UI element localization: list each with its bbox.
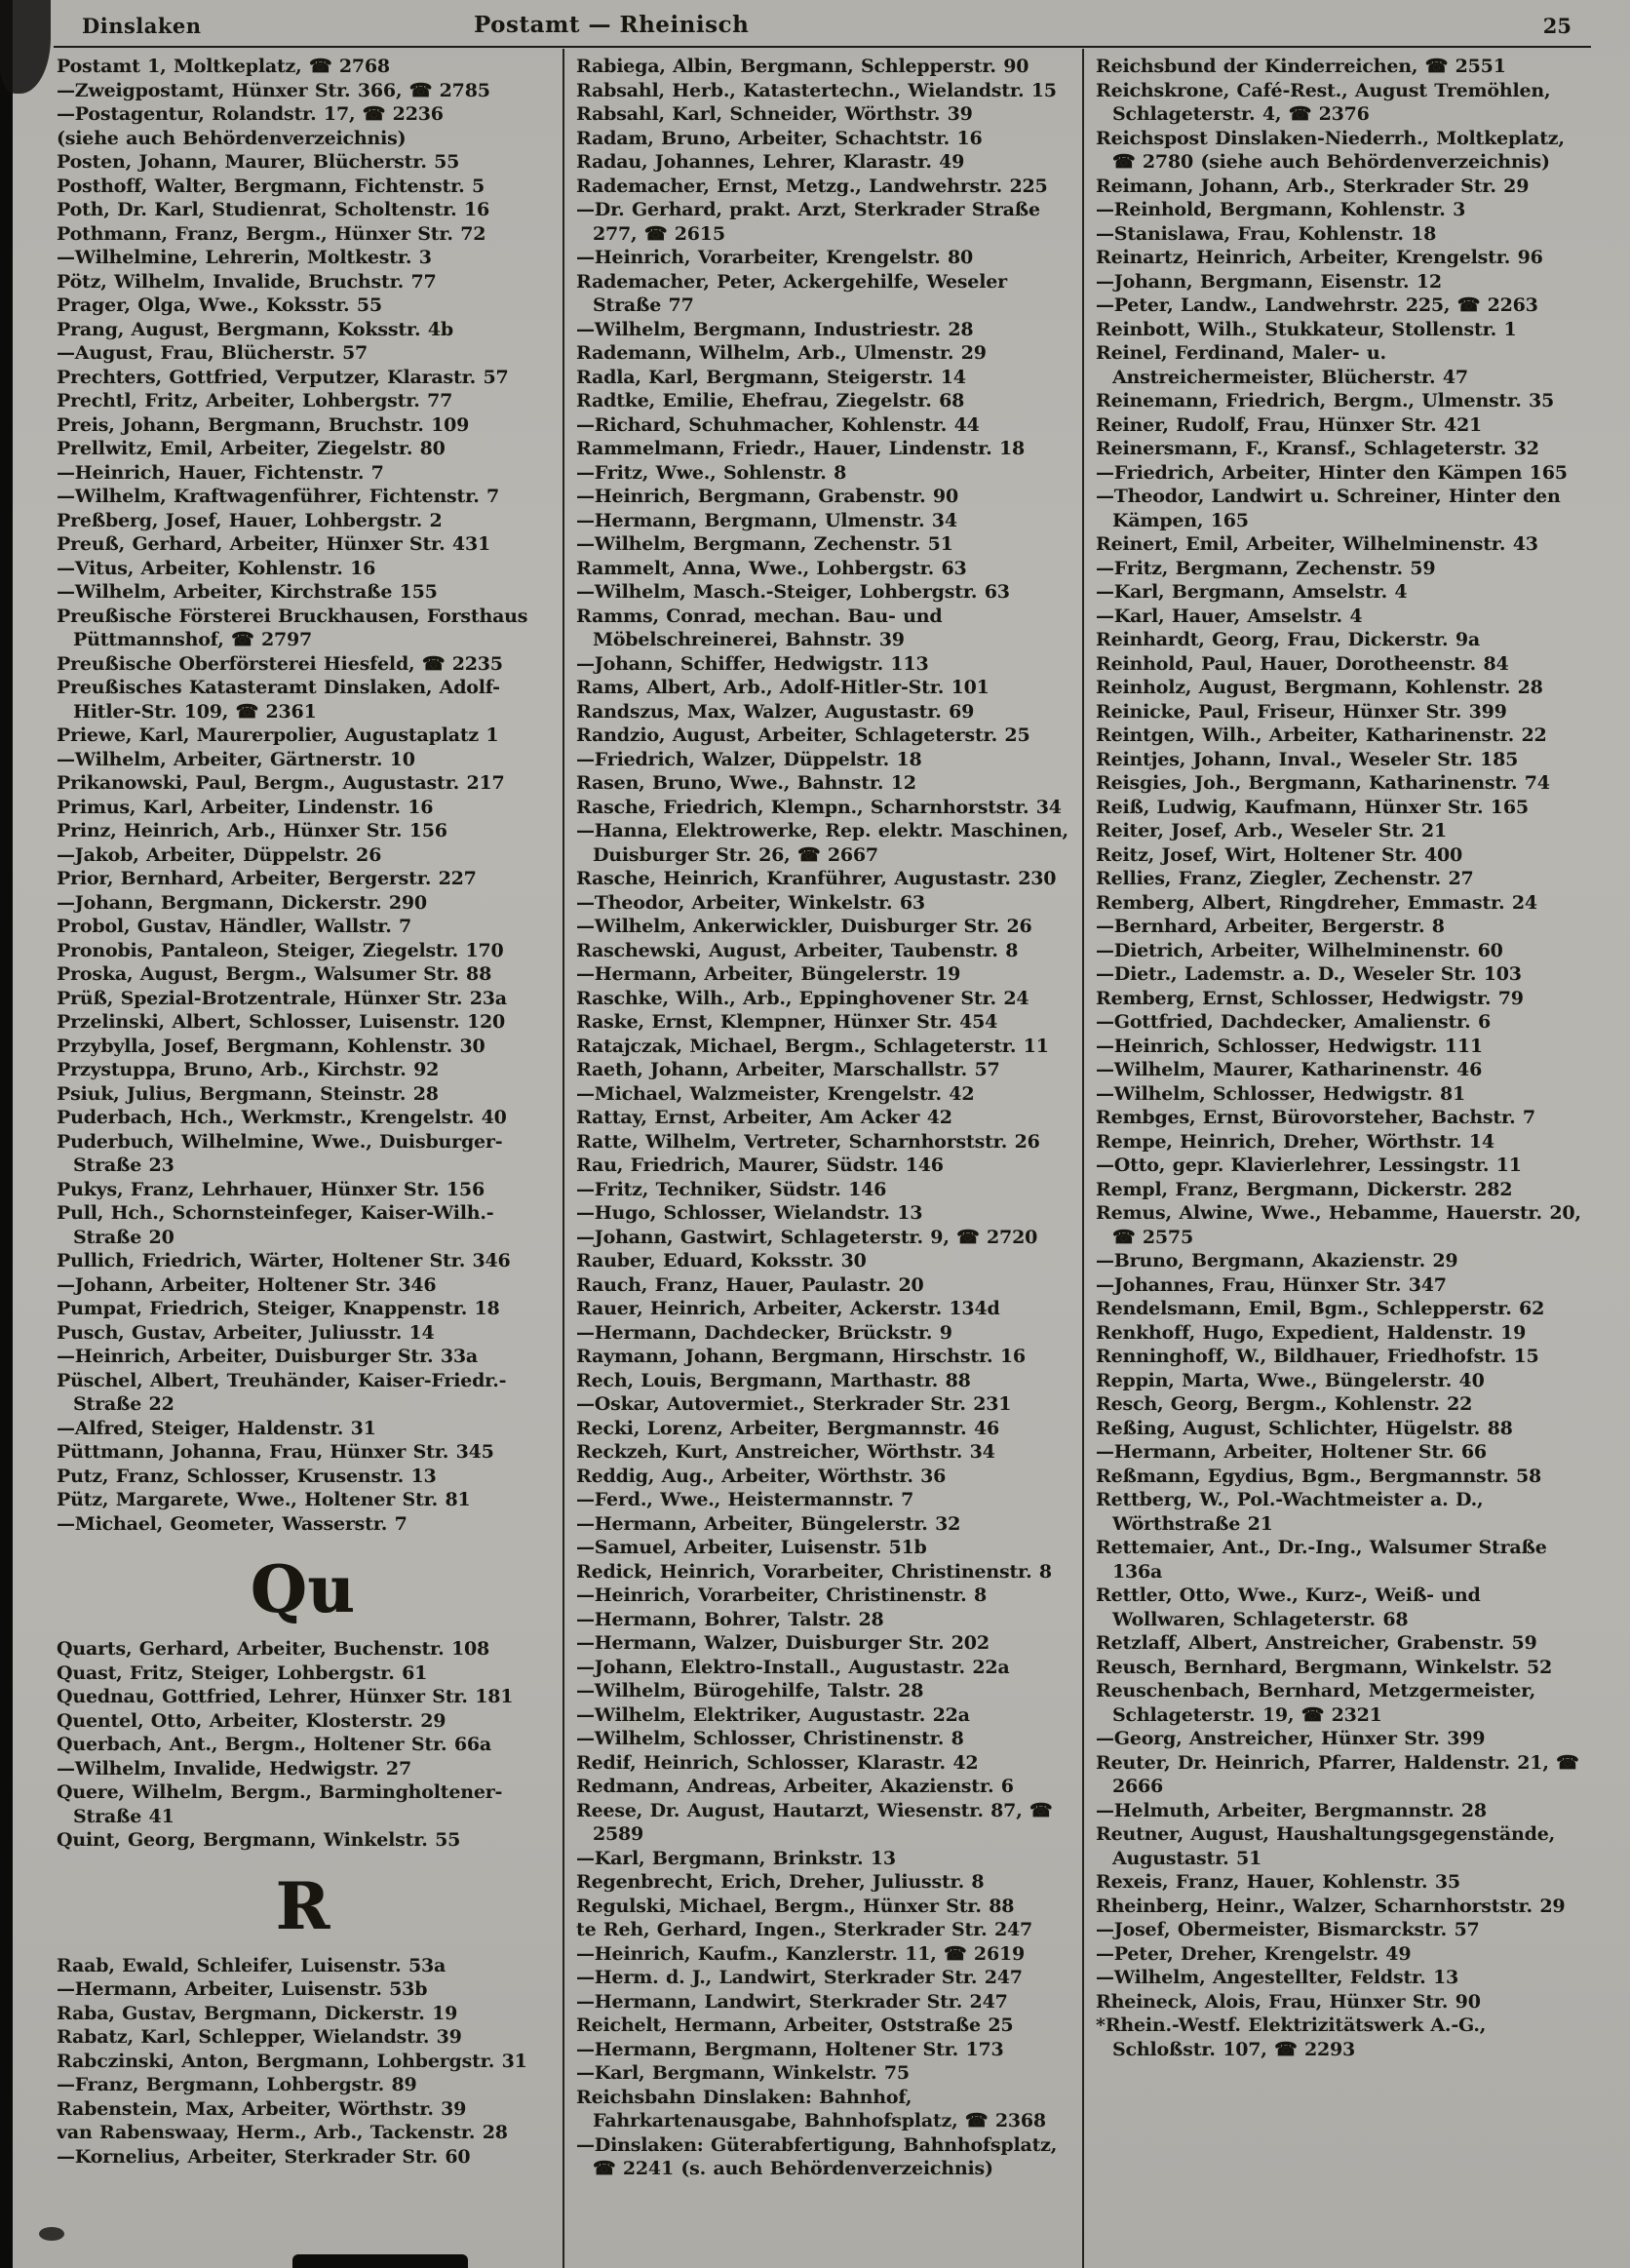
directory-entry: —Johann, Schiffer, Hedwigstr. 113 <box>576 652 929 675</box>
directory-entry: Püschel, Albert, Treuhänder, Kaiser-Friedr.-Straße 22 <box>57 1369 507 1415</box>
directory-column-2 <box>576 55 1068 2260</box>
directory-entry: Reppin, Marta, Wwe., Büngelerstr. 40 <box>1096 1369 1485 1391</box>
directory-entry: —Hugo, Schlosser, Wielandstr. 13 <box>576 1202 923 1224</box>
directory-entry: —Michael, Geometer, Wasserstr. 7 <box>57 1512 408 1535</box>
directory-entry: —Oskar, Autovermiet., Sterkrader Str. 231 <box>576 1393 1012 1415</box>
directory-entry: te Reh, Gerhard, Ingen., Sterkrader Str. 247 <box>576 1919 1033 1940</box>
directory-entry: Ratte, Wilhelm, Vertreter, Scharnhorststr. 26 <box>576 1130 1040 1153</box>
directory-entry: —Richard, Schuhmacher, Kohlenstr. 44 <box>576 413 980 436</box>
directory-entry: Randzio, August, Arbeiter, Schlageterstr. 25 <box>576 724 1030 746</box>
directory-entry: —Johann, Bergmann, Dickerstr. 290 <box>57 891 427 914</box>
directory-entry: Posthoff, Walter, Bergmann, Fichtenstr. 5 <box>57 175 485 197</box>
directory-entry: Rasche, Heinrich, Kranführer, Augustastr. 230 <box>576 868 1057 889</box>
directory-entry: —Karl, Bergmann, Amselstr. 4 <box>1096 581 1408 603</box>
directory-entry: —Hermann, Arbeiter, Holtener Str. 66 <box>1096 1441 1487 1463</box>
directory-entry: —Theodor, Landwirt u. Schreiner, Hinter den Kämpen, 165 <box>1096 486 1561 531</box>
directory-entry: —Kornelius, Arbeiter, Sterkrader Str. 60 <box>57 2145 471 2168</box>
directory-entry: —Johann, Bergmann, Eisenstr. 12 <box>1096 270 1442 293</box>
directory-entry: —Hermann, Dachdecker, Brückstr. 9 <box>576 1321 952 1344</box>
directory-entry: Rasche, Friedrich, Klempn., Scharnhorststr. 34 <box>576 796 1062 818</box>
directory-entry: Reimann, Johann, Arb., Sterkrader Str. 29 <box>1096 175 1530 197</box>
directory-entry: —Jakob, Arbeiter, Düppelstr. 26 <box>57 843 382 866</box>
directory-entry: —Vitus, Arbeiter, Kohlenstr. 16 <box>57 557 376 579</box>
directory-entry: —Hermann, Bohrer, Talstr. 28 <box>576 1608 884 1630</box>
directory-entry: Reusch, Bernhard, Bergmann, Winkelstr. 52 <box>1096 1656 1553 1678</box>
directory-entry: —Wilhelm, Schlosser, Hedwigstr. 81 <box>1096 1082 1466 1105</box>
directory-entry: —Wilhelm, Schlosser, Christinenstr. 8 <box>576 1728 964 1749</box>
directory-entry: Rendelsmann, Emil, Bgm., Schlepperstr. 62 <box>1096 1298 1545 1319</box>
directory-entry: Renkhoff, Hugo, Expedient, Haldenstr. 19 <box>1096 1321 1527 1344</box>
directory-entry: —Gottfried, Dachdecker, Amalienstr. 6 <box>1096 1011 1491 1033</box>
directory-entry: Remberg, Ernst, Schlosser, Hedwigstr. 79 <box>1096 987 1524 1009</box>
directory-entry: Radau, Johannes, Lehrer, Klarastr. 49 <box>576 151 965 173</box>
directory-entry: Reichskrone, Café-Rest., August Tremöhlen, Schlageterstr. 4, ☎ 2376 <box>1096 79 1551 125</box>
directory-entry: Reiter, Josef, Arb., Weseler Str. 21 <box>1096 820 1447 841</box>
directory-entry: —Fritz, Bergmann, Zechenstr. 59 <box>1096 557 1436 579</box>
directory-entry: Querbach, Ant., Bergm., Holtener Str. 66a <box>57 1734 492 1755</box>
directory-entry: —Ferd., Wwe., Heistermannstr. 7 <box>576 1489 914 1510</box>
directory-entry: Prellwitz, Emil, Arbeiter, Ziegelstr. 80 <box>57 438 446 459</box>
directory-entry: Pull, Hch., Schornsteinfeger, Kaiser-Wilh.-Straße 20 <box>57 1202 494 1248</box>
directory-entry: —Dietrich, Arbeiter, Wilhelminenstr. 60 <box>1096 939 1503 961</box>
directory-entry: Rabsahl, Herb., Katastertechn., Wielandstr. 15 <box>576 79 1057 101</box>
directory-entry: —Wilhelm, Bergmann, Industriestr. 28 <box>576 318 974 340</box>
directory-entry: Reuschenbach, Bernhard, Metzgermeister, Schlageterstr. 19, ☎ 2321 <box>1096 1680 1535 1726</box>
directory-entry: Puderbuch, Wilhelmine, Wwe., Duisburger-Straße 23 <box>57 1130 503 1176</box>
directory-entry: —Hermann, Arbeiter, Büngelerstr. 32 <box>576 1512 961 1535</box>
directory-entry: Rau, Friedrich, Maurer, Südstr. 146 <box>576 1154 944 1176</box>
directory-entry: —Hermann, Bergmann, Ulmenstr. 34 <box>576 509 957 531</box>
directory-entry: —Hanna, Elektrowerke, Rep. elektr. Maschinen, Duisburger Str. 26, ☎ 2667 <box>576 820 1068 866</box>
directory-entry: Rauch, Franz, Hauer, Paulastr. 20 <box>576 1273 924 1296</box>
directory-entry: —Reinhold, Bergmann, Kohlenstr. 3 <box>1096 199 1466 220</box>
directory-entry: Psiuk, Julius, Bergmann, Steinstr. 28 <box>57 1082 439 1105</box>
directory-entry: Puderbach, Hch., Werkmstr., Krengelstr. 40 <box>57 1107 507 1128</box>
directory-columns <box>57 55 1588 2260</box>
directory-entry: Rammelmann, Friedr., Hauer, Lindenstr. 18 <box>576 438 1026 459</box>
directory-entry: Rademacher, Ernst, Metzg., Landwehrstr. 225 <box>576 175 1048 197</box>
directory-entry: —Otto, gepr. Klavierlehrer, Lessingstr. 11 <box>1096 1154 1522 1176</box>
directory-entry: Prang, August, Bergmann, Koksstr. 4b <box>57 318 453 340</box>
directory-entry: Rabsahl, Karl, Schneider, Wörthstr. 39 <box>576 103 973 125</box>
directory-entry: —Wilhelm, Elektriker, Augustastr. 22a <box>576 1703 970 1726</box>
directory-entry: —Postagentur, Rolandstr. 17, ☎ 2236 <box>57 103 444 125</box>
directory-entry: Reinhardt, Georg, Frau, Dickerstr. 9a <box>1096 629 1480 650</box>
directory-entry: —Fritz, Techniker, Südstr. 146 <box>576 1178 887 1200</box>
directory-entry: Rettberg, W., Pol.-Wachtmeister a. D., Wörthstraße 21 <box>1096 1489 1484 1535</box>
directory-entry: —Karl, Bergmann, Brinkstr. 13 <box>576 1847 896 1869</box>
directory-entry: —Johann, Gastwirt, Schlageterstr. 9, ☎ 2720 <box>576 1226 1038 1248</box>
directory-entry: Reddig, Aug., Arbeiter, Wörthstr. 36 <box>576 1465 947 1487</box>
directory-entry: Prior, Bernhard, Arbeiter, Bergerstr. 227 <box>57 868 477 889</box>
directory-entry: —Heinrich, Hauer, Fichtenstr. 7 <box>57 461 384 484</box>
directory-entry: Prechtl, Fritz, Arbeiter, Lohbergstr. 77 <box>57 390 453 411</box>
directory-entry: —Herm. d. J., Landwirt, Sterkrader Str. 247 <box>576 1967 1023 1988</box>
directory-entry: Reckzeh, Kurt, Anstreicher, Wörthstr. 34 <box>576 1441 995 1463</box>
directory-entry: Reiß, Ludwig, Kaufmann, Hünxer Str. 165 <box>1096 796 1529 818</box>
directory-entry: —Stanislawa, Frau, Kohlenstr. 18 <box>1096 222 1437 245</box>
directory-entry: —Karl, Bergmann, Winkelstr. 75 <box>576 2062 910 2084</box>
directory-entry: —Wilhelm, Bergmann, Zechenstr. 51 <box>576 533 953 555</box>
directory-entry: Przybylla, Josef, Bergmann, Kohlenstr. 30 <box>57 1035 485 1057</box>
directory-entry: Reinhold, Paul, Hauer, Dorotheenstr. 84 <box>1096 652 1509 675</box>
directory-entry: Preßberg, Josef, Hauer, Lohbergstr. 2 <box>57 509 443 531</box>
header-rule <box>54 46 1591 48</box>
directory-entry: Raeth, Johann, Arbeiter, Marschallstr. 57 <box>576 1059 1000 1080</box>
directory-entry: *Rhein.-Westf. Elektrizitätswerk A.-G., Schloßstr. 107, ☎ 2293 <box>1096 2014 1487 2060</box>
directory-entry: (siehe auch Behördenverzeichnis) <box>57 127 407 149</box>
directory-entry: Renninghoff, W., Bildhauer, Friedhofstr. 15 <box>1096 1346 1539 1367</box>
directory-entry: —Fritz, Wwe., Sohlenstr. 8 <box>576 461 847 484</box>
directory-entry: Rempl, Franz, Bergmann, Dickerstr. 282 <box>1096 1178 1513 1200</box>
directory-entry: —Friedrich, Arbeiter, Hinter den Kämpen 165 <box>1096 461 1568 484</box>
directory-entry: Rauer, Heinrich, Arbeiter, Ackerstr. 134d <box>576 1298 1000 1319</box>
directory-entry: Rellies, Franz, Ziegler, Zechenstr. 27 <box>1096 868 1474 889</box>
directory-entry: Reitz, Josef, Wirt, Holtener Str. 400 <box>1096 843 1463 866</box>
directory-entry: Rech, Louis, Bergmann, Marthastr. 88 <box>576 1369 971 1391</box>
directory-entry: Redick, Heinrich, Vorarbeiter, Christinenstr. 8 <box>576 1560 1052 1583</box>
directory-entry: Rexeis, Franz, Hauer, Kohlenstr. 35 <box>1096 1871 1460 1893</box>
section-heading: R <box>275 1867 330 1944</box>
directory-entry: Quint, Georg, Bergmann, Winkelstr. 55 <box>57 1829 461 1851</box>
directory-entry: —Heinrich, Bergmann, Grabenstr. 90 <box>576 486 958 507</box>
scan-corner-artifact <box>0 0 51 94</box>
directory-entry: Remus, Alwine, Wwe., Hebamme, Hauerstr. 20, ☎ 2575 <box>1096 1202 1581 1248</box>
directory-entry: Radtke, Emilie, Ehefrau, Ziegelstr. 68 <box>576 390 965 411</box>
directory-entry: Raske, Ernst, Klempner, Hünxer Str. 454 <box>576 1011 998 1033</box>
directory-entry: Preußische Oberförsterei Hiesfeld, ☎ 2235 <box>57 652 503 675</box>
directory-entry: —Peter, Dreher, Krengelstr. 49 <box>1096 1942 1412 1965</box>
directory-entry: —Wilhelm, Angestellter, Feldstr. 13 <box>1096 1967 1458 1988</box>
directory-entry: Radam, Bruno, Arbeiter, Schachtstr. 16 <box>576 127 983 149</box>
directory-entry: Reinicke, Paul, Friseur, Hünxer Str. 399 <box>1096 700 1507 723</box>
directory-entry: Rheinberg, Heinr., Walzer, Scharnhorststr. 29 <box>1096 1895 1566 1917</box>
directory-entry: Przystuppa, Bruno, Arb., Kirchstr. 92 <box>57 1059 440 1080</box>
directory-entry: Probol, Gustav, Händler, Wallstr. 7 <box>57 916 412 937</box>
directory-entry: Reese, Dr. August, Hautarzt, Wiesenstr. 87, ☎ 2589 <box>576 1799 1053 1845</box>
directory-entry: —Bruno, Bergmann, Akazienstr. 29 <box>1096 1250 1458 1271</box>
directory-entry: Pumpat, Friedrich, Steiger, Knappenstr. 18 <box>57 1298 500 1319</box>
directory-entry: Preis, Johann, Bergmann, Bruchstr. 109 <box>57 413 470 436</box>
directory-entry: Rettemaier, Ant., Dr.-Ing., Walsumer Straße 136a <box>1096 1537 1547 1583</box>
page-header <box>57 14 1589 43</box>
directory-entry: Quarts, Gerhard, Arbeiter, Buchenstr. 108 <box>57 1638 490 1660</box>
directory-entry: Pusch, Gustav, Arbeiter, Juliusstr. 14 <box>57 1321 435 1344</box>
directory-entry: —August, Frau, Blücherstr. 57 <box>57 342 369 364</box>
scan-edge-artifact <box>0 0 13 2268</box>
directory-entry: Prechters, Gottfried, Verputzer, Klarastr. 57 <box>57 366 509 388</box>
directory-entry: Pronobis, Pantaleon, Steiger, Ziegelstr. 170 <box>57 939 504 961</box>
directory-entry: Prager, Olga, Wwe., Koksstr. 55 <box>57 294 382 316</box>
directory-entry: Prüß, Spezial-Brotzentrale, Hünxer Str. 23a <box>57 987 507 1009</box>
directory-entry: Raymann, Johann, Bergmann, Hirschstr. 16 <box>576 1346 1026 1367</box>
directory-entry: Raschke, Wilh., Arb., Eppinghovener Str. 24 <box>576 987 1029 1009</box>
directory-entry: —Michael, Walzmeister, Krengelstr. 42 <box>576 1082 975 1105</box>
directory-entry: Posten, Johann, Maurer, Blücherstr. 55 <box>57 151 460 173</box>
directory-entry: —Heinrich, Vorarbeiter, Christinenstr. 8 <box>576 1584 987 1606</box>
directory-entry: Rempe, Heinrich, Dreher, Wörthstr. 14 <box>1096 1130 1494 1153</box>
directory-entry: —Wilhelmine, Lehrerin, Moltkestr. 3 <box>57 247 432 268</box>
directory-entry: —Hermann, Arbeiter, Büngelerstr. 19 <box>576 963 961 985</box>
directory-entry: Resch, Georg, Bergm., Kohlenstr. 22 <box>1096 1393 1473 1415</box>
directory-entry: Randszus, Max, Walzer, Augustastr. 69 <box>576 700 975 723</box>
directory-entry: —Bernhard, Arbeiter, Bergerstr. 8 <box>1096 916 1445 937</box>
directory-entry: Rettler, Otto, Wwe., Kurz-, Weiß- und Wollwaren, Schlageterstr. 68 <box>1096 1584 1481 1630</box>
directory-entry: Reinartz, Heinrich, Arbeiter, Krengelstr. 96 <box>1096 247 1543 268</box>
page-number: 25 <box>1542 14 1572 38</box>
directory-column-1 <box>57 55 549 2260</box>
directory-entry: —Wilhelm, Masch.-Steiger, Lohbergstr. 63 <box>576 581 1010 603</box>
directory-entry: —Heinrich, Kaufm., Kanzlerstr. 11, ☎ 2619 <box>576 1942 1026 1965</box>
directory-entry: Reichsbahn Dinslaken: Bahnhof, Fahrkartenausgabe, Bahnhofsplatz, ☎ 2368 <box>576 2086 1046 2131</box>
header-title: Postamt — Rheinisch <box>474 12 750 38</box>
directory-entry: —Wilhelm, Arbeiter, Kirchstraße 155 <box>57 581 438 603</box>
directory-entry: Preußisches Katasteramt Dinslaken, Adolf-Hitler-Str. 109, ☎ 2361 <box>57 677 500 723</box>
directory-entry: —Hermann, Walzer, Duisburger Str. 202 <box>576 1632 990 1654</box>
directory-entry: Postamt 1, Moltkeplatz, ☎ 2768 <box>57 56 390 77</box>
directory-entry: Regulski, Michael, Bergm., Hünxer Str. 88 <box>576 1895 1015 1917</box>
directory-entry: Reichsbund der Kinderreichen, ☎ 2551 <box>1096 56 1506 77</box>
directory-entry: —Friedrich, Walzer, Düppelstr. 18 <box>576 748 922 770</box>
header-place-label: Dinslaken <box>82 14 202 38</box>
directory-entry: Quentel, Otto, Arbeiter, Klosterstr. 29 <box>57 1709 446 1732</box>
directory-entry: Reintjes, Johann, Inval., Weseler Str. 185 <box>1096 748 1519 770</box>
directory-entry: —Theodor, Arbeiter, Winkelstr. 63 <box>576 891 925 914</box>
directory-entry: Reutner, August, Haushaltungsgegenstände, Augustastr. 51 <box>1096 1823 1556 1869</box>
directory-entry: Reisgies, Joh., Bergmann, Katharinenstr. 74 <box>1096 772 1550 794</box>
directory-entry: —Johann, Elektro-Install., Augustastr. 22a <box>576 1656 1010 1678</box>
directory-entry: Reinemann, Friedrich, Bergm., Ulmenstr. 35 <box>1096 390 1555 411</box>
directory-entry: Rademacher, Peter, Ackergehilfe, Weseler Straße 77 <box>576 270 1007 316</box>
directory-entry: —Wilhelm, Ankerwickler, Duisburger Str. 26 <box>576 916 1032 937</box>
directory-entry: —Wilhelm, Maurer, Katharinenstr. 46 <box>1096 1059 1483 1080</box>
directory-entry: —Dinslaken: Güterabfertigung, Bahnhofsplatz, ☎ 2241 (s. auch Behördenverzeichnis) <box>576 2133 1058 2179</box>
directory-entry: —Franz, Bergmann, Lohbergstr. 89 <box>57 2074 417 2095</box>
directory-entry: —Heinrich, Arbeiter, Duisburger Str. 33a <box>57 1346 479 1367</box>
directory-entry: Retzlaff, Albert, Anstreicher, Grabenstr. 59 <box>1096 1632 1537 1654</box>
directory-entry: Raschewski, August, Arbeiter, Taubenstr. 8 <box>576 939 1019 961</box>
directory-entry: Rattay, Ernst, Arbeiter, Am Acker 42 <box>576 1107 952 1128</box>
directory-entry: Preuß, Gerhard, Arbeiter, Hünxer Str. 431 <box>57 533 490 555</box>
directory-entry: —Peter, Landw., Landwehrstr. 225, ☎ 2263 <box>1096 294 1538 316</box>
directory-entry: —Wilhelm, Kraftwagenführer, Fichtenstr. 7 <box>57 486 500 507</box>
directory-entry: Putz, Franz, Schlosser, Krusenstr. 13 <box>57 1465 437 1487</box>
directory-entry: Radla, Karl, Bergmann, Steigerstr. 14 <box>576 366 966 388</box>
directory-entry: —Karl, Hauer, Amselstr. 4 <box>1096 605 1363 627</box>
directory-entry: Reinbott, Wilh., Stukkateur, Stollenstr. 1 <box>1096 318 1517 340</box>
directory-entry: —Hermann, Landwirt, Sterkrader Str. 247 <box>576 1990 1008 2013</box>
directory-entry: Reinert, Emil, Arbeiter, Wilhelminenstr. 43 <box>1096 533 1538 555</box>
directory-entry: Püttmann, Johanna, Frau, Hünxer Str. 345 <box>57 1441 494 1463</box>
directory-entry: Poth, Dr. Karl, Studienrat, Scholtenstr. 16 <box>57 199 490 220</box>
directory-entry: Reinersmann, F., Kransf., Schlageterstr. 32 <box>1096 438 1539 459</box>
directory-entry: —Georg, Anstreicher, Hünxer Str. 399 <box>1096 1728 1486 1749</box>
directory-entry: —Heinrich, Schlosser, Hedwigstr. 111 <box>1096 1035 1483 1057</box>
directory-entry: —Hermann, Arbeiter, Luisenstr. 53b <box>57 1978 428 2000</box>
directory-entry: Recki, Lorenz, Arbeiter, Bergmannstr. 46 <box>576 1417 999 1439</box>
directory-entry: —Dr. Gerhard, prakt. Arzt, Sterkrader Straße 277, ☎ 2615 <box>576 199 1040 245</box>
directory-entry: Rauber, Eduard, Koksstr. 30 <box>576 1250 867 1271</box>
directory-entry: —Alfred, Steiger, Haldenstr. 31 <box>57 1417 376 1439</box>
directory-entry: Priewe, Karl, Maurerpolier, Augustaplatz 1 <box>57 724 499 746</box>
directory-entry: Reichelt, Hermann, Arbeiter, Oststraße 25 <box>576 2014 1014 2036</box>
directory-entry: Reßmann, Egydius, Bgm., Bergmannstr. 58 <box>1096 1465 1542 1487</box>
directory-entry: Quere, Wilhelm, Bergm., Barmingholtener-Straße 41 <box>57 1781 503 1827</box>
directory-entry: Regenbrecht, Erich, Dreher, Juliusstr. 8 <box>576 1871 985 1893</box>
directory-entry: Quednau, Gottfried, Lehrer, Hünxer Str. 181 <box>57 1686 514 1707</box>
directory-entry: Prikanowski, Paul, Bergm., Augustastr. 217 <box>57 772 505 794</box>
directory-entry: —Josef, Obermeister, Bismarckstr. 57 <box>1096 1919 1480 1940</box>
directory-entry: Reintgen, Wilh., Arbeiter, Katharinenstr. 22 <box>1096 724 1547 746</box>
directory-entry: Rams, Albert, Arb., Adolf-Hitler-Str. 101 <box>576 677 990 698</box>
directory-entry: Rembges, Ernst, Bürovorsteher, Bachstr. 7 <box>1096 1107 1535 1128</box>
directory-entry: —Johann, Arbeiter, Holtener Str. 346 <box>57 1273 437 1296</box>
directory-entry: Rasen, Bruno, Wwe., Bahnstr. 12 <box>576 772 916 794</box>
directory-entry: Reichspost Dinslaken-Niederrh., Moltkeplatz, ☎ 2780 (siehe auch Behördenverzeichnis) <box>1096 127 1565 173</box>
directory-entry: Proska, August, Bergm., Walsumer Str. 88 <box>57 963 492 985</box>
directory-entry: Preußische Försterei Bruckhausen, Forsthaus Püttmannshof, ☎ 2797 <box>57 605 528 650</box>
directory-entry: —Wilhelm, Arbeiter, Gärtnerstr. 10 <box>57 748 415 770</box>
directory-entry: Redif, Heinrich, Schlosser, Klarastr. 42 <box>576 1751 979 1774</box>
directory-entry: Redmann, Andreas, Arbeiter, Akazienstr. 6 <box>576 1776 1014 1797</box>
directory-entry: Prinz, Heinrich, Arb., Hünxer Str. 156 <box>57 820 447 841</box>
directory-entry: Quast, Fritz, Steiger, Lohbergstr. 61 <box>57 1662 428 1684</box>
directory-entry: Ramms, Conrad, mechan. Bau- und Möbelschreinerei, Bahnstr. 39 <box>576 605 943 650</box>
directory-column-3 <box>1096 55 1588 2260</box>
directory-entry: Rheineck, Alois, Frau, Hünxer Str. 90 <box>1096 1990 1481 2013</box>
directory-entry: Pötz, Wilhelm, Invalide, Bruchstr. 77 <box>57 270 437 293</box>
directory-entry: —Heinrich, Vorarbeiter, Krengelstr. 80 <box>576 247 974 268</box>
directory-entry: —Hermann, Bergmann, Holtener Str. 173 <box>576 2038 1004 2060</box>
directory-entry: —Johannes, Frau, Hünxer Str. 347 <box>1096 1273 1447 1296</box>
directory-entry: —Dietr., Lademstr. a. D., Weseler Str. 103 <box>1096 963 1522 985</box>
directory-entry: Rammelt, Anna, Wwe., Lohbergstr. 63 <box>576 557 967 579</box>
directory-entry: —Samuel, Arbeiter, Luisenstr. 51b <box>576 1537 927 1558</box>
directory-entry: —Wilhelm, Invalide, Hedwigstr. 27 <box>57 1757 411 1779</box>
directory-entry: —Helmuth, Arbeiter, Bergmannstr. 28 <box>1096 1799 1487 1821</box>
directory-entry: —Zweigpostamt, Hünxer Str. 366, ☎ 2785 <box>57 79 490 101</box>
directory-entry: Przelinski, Albert, Schlosser, Luisenstr. 120 <box>57 1011 506 1033</box>
directory-entry: Rabenstein, Max, Arbeiter, Wörthstr. 39 <box>57 2097 467 2120</box>
directory-entry: Pütz, Margarete, Wwe., Holtener Str. 81 <box>57 1489 471 1510</box>
directory-entry: Reinholz, August, Bergmann, Kohlenstr. 28 <box>1096 677 1543 698</box>
directory-entry: Reinel, Ferdinand, Maler- u. Anstreichermeister, Blücherstr. 47 <box>1096 342 1468 388</box>
directory-entry: Remberg, Albert, Ringdreher, Emmastr. 24 <box>1096 891 1537 914</box>
directory-entry: Rabiega, Albin, Bergmann, Schlepperstr. 90 <box>576 56 1029 77</box>
directory-entry: Raab, Ewald, Schleifer, Luisenstr. 53a <box>57 1954 446 1976</box>
section-heading: Qu <box>250 1551 356 1627</box>
directory-entry: Pukys, Franz, Lehrhauer, Hünxer Str. 156 <box>57 1178 485 1200</box>
directory-entry: Rademann, Wilhelm, Arb., Ulmenstr. 29 <box>576 342 987 364</box>
directory-entry: Reßing, August, Schlichter, Hügelstr. 88 <box>1096 1417 1513 1439</box>
directory-entry: Reiner, Rudolf, Frau, Hünxer Str. 421 <box>1096 413 1483 436</box>
directory-entry: Primus, Karl, Arbeiter, Lindenstr. 16 <box>57 796 434 818</box>
directory-entry: Reuter, Dr. Heinrich, Pfarrer, Haldenstr. 21, ☎ 2666 <box>1096 1751 1579 1797</box>
directory-entry: —Wilhelm, Bürogehilfe, Talstr. 28 <box>576 1680 924 1701</box>
directory-entry: Rabatz, Karl, Schlepper, Wielandstr. 39 <box>57 2026 462 2048</box>
directory-entry: Pothmann, Franz, Bergm., Hünxer Str. 72 <box>57 222 486 245</box>
directory-entry: Raba, Gustav, Bergmann, Dickerstr. 19 <box>57 2002 458 2024</box>
directory-entry: Pullich, Friedrich, Wärter, Holtener Str. 346 <box>57 1250 511 1271</box>
directory-entry: Rabczinski, Anton, Bergmann, Lohbergstr. 31 <box>57 2050 527 2072</box>
directory-entry: van Rabenswaay, Herm., Arb., Tackenstr. 28 <box>57 2122 508 2143</box>
directory-entry: Ratajczak, Michael, Bergm., Schlageterstr. 11 <box>576 1035 1049 1057</box>
